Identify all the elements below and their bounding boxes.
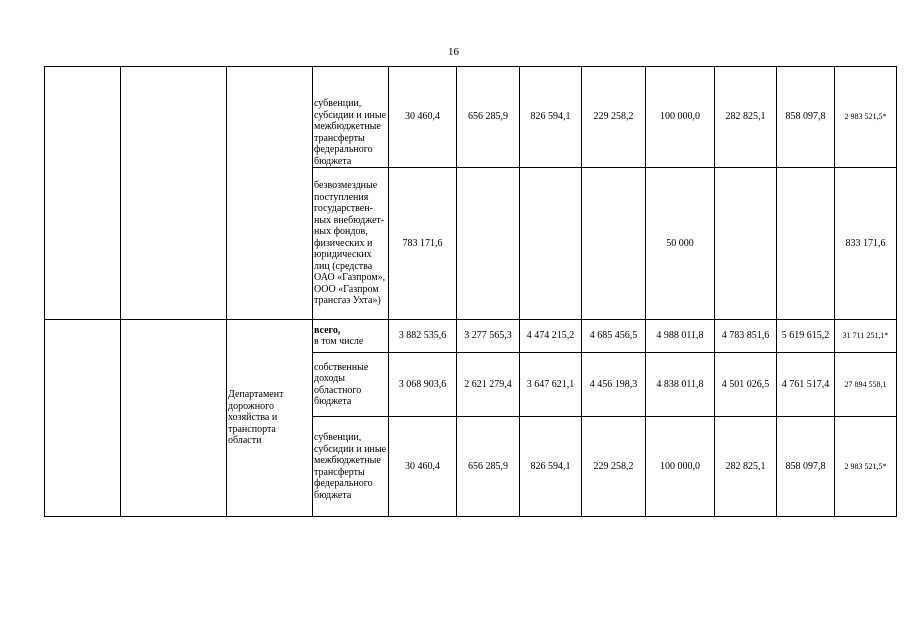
- value-cell: 3 647 621,1: [520, 353, 582, 417]
- value-cell: 229 258,2: [582, 417, 646, 517]
- total-cell: 2 983 521,5*: [835, 67, 897, 168]
- value-cell: 2 621 279,4: [457, 353, 520, 417]
- value-cell: 4 685 456,5: [582, 320, 646, 353]
- including-label: в том числе: [314, 336, 364, 347]
- value-cell: 783 171,6: [389, 168, 457, 320]
- total-label: всего,: [314, 324, 341, 336]
- empty-cell: [227, 67, 313, 320]
- value-cell: 4 838 011,8: [646, 353, 715, 417]
- value-cell: 826 594,1: [520, 417, 582, 517]
- value-cell: 826 594,1: [520, 67, 582, 168]
- empty-cell: [45, 320, 121, 517]
- table-row: [45, 320, 897, 353]
- value-cell: [777, 168, 835, 320]
- value-cell: [715, 168, 777, 320]
- empty-cell: [121, 320, 227, 517]
- source-label: субвенции, субсидии и иные межбюджетные трансферты федерального бюджета: [313, 67, 389, 168]
- total-cell: 27 894 558,1: [835, 353, 897, 417]
- value-cell: 858 097,8: [777, 417, 835, 517]
- value-cell: [520, 168, 582, 320]
- total-cell: 2 983 521,5*: [835, 417, 897, 517]
- value-cell: 282 825,1: [715, 417, 777, 517]
- value-cell: 229 258,2: [582, 67, 646, 168]
- value-cell: 4 783 851,6: [715, 320, 777, 353]
- table-row: [45, 67, 897, 168]
- empty-cell: [121, 67, 227, 320]
- value-cell: 4 761 517,4: [777, 353, 835, 417]
- value-cell: 100 000,0: [646, 67, 715, 168]
- total-cell: 833 171,6: [835, 168, 897, 320]
- page-number: 16: [448, 46, 459, 58]
- value-cell: 858 097,8: [777, 67, 835, 168]
- total-cell: 31 711 251,1*: [835, 320, 897, 353]
- value-cell: [457, 168, 520, 320]
- value-cell: 5 619 615,2: [777, 320, 835, 353]
- source-label: [313, 320, 389, 353]
- value-cell: 30 460,4: [389, 417, 457, 517]
- value-cell: 4 988 011,8: [646, 320, 715, 353]
- value-cell: 100 000,0: [646, 417, 715, 517]
- value-cell: 4 456 198,3: [582, 353, 646, 417]
- value-cell: [582, 168, 646, 320]
- empty-cell: [45, 67, 121, 320]
- department-name: Департамент дорожного хозяйства и транспорта области: [227, 320, 313, 517]
- value-cell: 3 068 903,6: [389, 353, 457, 417]
- value-cell: 3 882 535,6: [389, 320, 457, 353]
- value-cell: 282 825,1: [715, 67, 777, 168]
- value-cell: 656 285,9: [457, 417, 520, 517]
- value-cell: 30 460,4: [389, 67, 457, 168]
- value-cell: 656 285,9: [457, 67, 520, 168]
- source-label: безвозмездные поступления государствен-ных внебюджет-ных фондов, физических и юридических лиц (средства ОАО «Газпром», ООО «Газпром трансгаз Ухта»): [313, 168, 389, 320]
- value-cell: 50 000: [646, 168, 715, 320]
- source-label: субвенции, субсидии и иные межбюджетные трансферты федерального бюджета: [313, 417, 389, 517]
- value-cell: 4 501 026,5: [715, 353, 777, 417]
- value-cell: 4 474 215,2: [520, 320, 582, 353]
- value-cell: 3 277 565,3: [457, 320, 520, 353]
- budget-table: [44, 66, 897, 517]
- source-label: собственные доходы областного бюджета: [313, 353, 389, 417]
